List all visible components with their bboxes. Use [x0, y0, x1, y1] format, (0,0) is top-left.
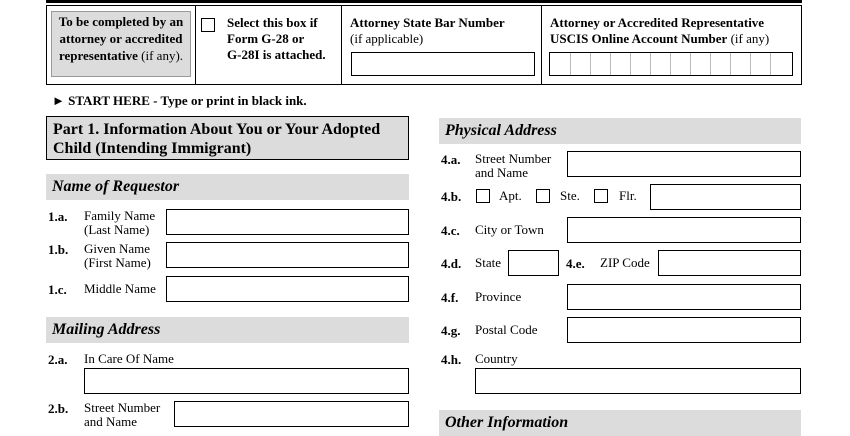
ste-checkbox[interactable] — [536, 189, 550, 203]
requestor-heading-band — [46, 174, 409, 200]
attorney-line-3-suffix: (if any). — [137, 48, 184, 63]
unit-number-input[interactable] — [650, 184, 801, 210]
given-name-input[interactable] — [166, 242, 409, 268]
bar-number-subtitle: (if applicable) — [350, 31, 424, 46]
mailing-heading: Mailing Address — [52, 321, 161, 338]
field-number: 2.a. — [48, 352, 68, 367]
digit-separator — [650, 53, 651, 75]
postal-label: Postal Code — [475, 322, 538, 337]
digit-separator — [710, 53, 711, 75]
apt-checkbox[interactable] — [476, 189, 490, 203]
g28-checkbox[interactable] — [201, 18, 215, 32]
city-input[interactable] — [567, 217, 801, 243]
uscis-line-2 — [550, 31, 769, 47]
care-of-input[interactable] — [84, 368, 409, 394]
family-name-input[interactable] — [166, 209, 409, 235]
mailing-heading-band — [46, 317, 409, 343]
zip-label: ZIP Code — [600, 255, 650, 270]
part1-title-line-1: Part 1. Information About You or Your Adopted — [53, 121, 381, 138]
field-number: 4.b. — [441, 189, 462, 204]
top-rule — [46, 0, 802, 3]
province-label: Province — [475, 289, 522, 304]
country-input[interactable] — [475, 368, 801, 394]
attorney-table — [46, 5, 802, 85]
mailing-street-label — [84, 401, 160, 429]
digit-separator — [590, 53, 591, 75]
bar-number-label — [350, 15, 505, 47]
mailing-street-input[interactable] — [174, 401, 409, 427]
field-number: 4.d. — [441, 256, 462, 271]
field-number: 1.a. — [48, 209, 68, 224]
other-heading-band — [439, 410, 801, 436]
digit-separator — [730, 53, 731, 75]
flr-label: Flr. — [619, 188, 637, 203]
field-number: 4.g. — [441, 323, 461, 338]
middle-name-label: Middle Name — [84, 281, 156, 296]
postal-input[interactable] — [567, 317, 801, 343]
digit-separator — [610, 53, 611, 75]
digit-separator — [570, 53, 571, 75]
part1-title-line-2: Child (Intending Immigrant) — [53, 140, 252, 157]
attorney-line-3-bold: representative — [58, 48, 138, 63]
uscis-line-2-bold: USCIS Online Account Number — [550, 31, 728, 46]
flr-checkbox[interactable] — [594, 189, 608, 203]
province-input[interactable] — [567, 284, 801, 310]
field-number: 4.c. — [441, 223, 460, 238]
city-label: City or Town — [475, 222, 544, 237]
divider — [541, 6, 542, 84]
uscis-line-1: Attorney or Accredited Representative — [550, 15, 765, 30]
attorney-line-3 — [52, 47, 190, 64]
g28-line-3: G-28I is attached. — [227, 47, 326, 62]
middle-name-input[interactable] — [166, 276, 409, 302]
field-number: 4.f. — [441, 290, 459, 305]
apt-label: Apt. — [499, 188, 522, 203]
care-of-label: In Care Of Name — [84, 351, 174, 366]
divider — [195, 6, 196, 84]
g28-line-2: Form G-28 or — [227, 31, 305, 46]
zip-input[interactable] — [658, 250, 801, 276]
label-line: Street Number — [475, 151, 552, 166]
label-line: Street Number — [84, 400, 161, 415]
g28-label — [227, 15, 326, 63]
family-name-label — [84, 209, 155, 237]
ste-label: Ste. — [560, 188, 580, 203]
other-heading: Other Information — [445, 414, 569, 431]
field-number: 1.c. — [48, 282, 67, 297]
digit-separator — [750, 53, 751, 75]
bar-number-input[interactable] — [351, 52, 535, 76]
label-line: (Last Name) — [84, 222, 150, 237]
physical-street-label — [475, 152, 551, 180]
state-label: State — [475, 255, 501, 270]
requestor-heading: Name of Requestor — [52, 178, 180, 195]
field-number: 2.b. — [48, 401, 69, 416]
physical-heading: Physical Address — [445, 122, 557, 139]
field-number: 1.b. — [48, 242, 69, 257]
field-number: 4.h. — [441, 352, 462, 367]
part1-header — [46, 116, 409, 160]
digit-separator — [630, 53, 631, 75]
divider — [341, 6, 342, 84]
label-line: and Name — [475, 165, 529, 180]
digit-separator — [670, 53, 671, 75]
label-line: Family Name — [84, 208, 156, 223]
digit-separator — [690, 53, 691, 75]
given-name-label — [84, 242, 151, 270]
state-select[interactable] — [508, 250, 559, 276]
physical-heading-band — [439, 118, 801, 144]
label-line: Given Name — [84, 241, 151, 256]
physical-street-input[interactable] — [567, 151, 801, 177]
field-number: 4.a. — [441, 152, 461, 167]
attorney-line-1: To be completed by an — [58, 14, 184, 29]
bar-number-title: Attorney State Bar Number — [350, 15, 505, 30]
start-here-instruction: ► START HERE - Type or print in black ink. — [52, 93, 307, 108]
field-number: 4.e. — [566, 256, 585, 271]
attorney-line-2: attorney or accredited — [59, 31, 183, 46]
g28-line-1: Select this box if — [227, 15, 318, 30]
uscis-line-2-suffix: (if any) — [727, 31, 770, 46]
label-line: and Name — [84, 414, 138, 429]
country-label: Country — [475, 351, 518, 366]
uscis-account-input[interactable] — [549, 52, 793, 76]
uscis-account-label — [550, 15, 769, 47]
attorney-block — [51, 11, 191, 77]
digit-separator — [770, 53, 771, 75]
label-line: (First Name) — [84, 255, 151, 270]
